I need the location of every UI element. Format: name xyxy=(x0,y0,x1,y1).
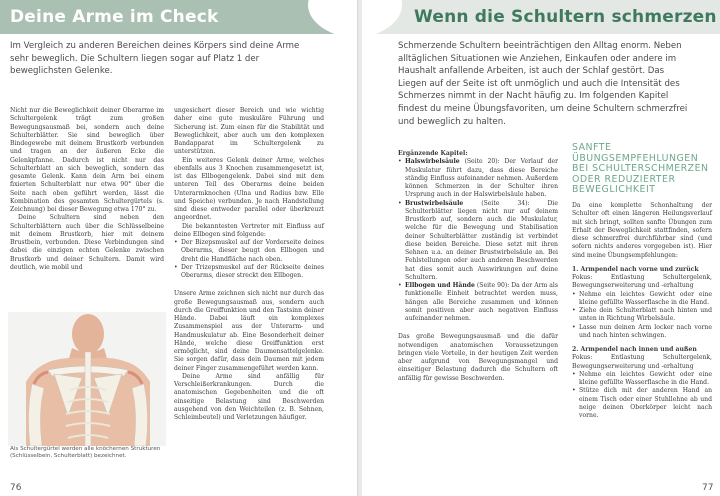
chapter-label: Halswirbelsäule xyxy=(405,158,460,166)
left-page xyxy=(0,0,358,496)
list-item: • Lasse nun deinen Arm locker nach vorne und nach hinten schwingen. xyxy=(572,324,712,341)
header-curve-decoration xyxy=(362,0,402,40)
list-item: • Der Bizepsmuskel auf der Vorderseite deines Oberarms, dieser beugt den Ellbogen und dreht die Handfläche nach oben. xyxy=(174,239,324,264)
paragraph: Da eine komplette Schonhaltung der Schulter oft einen längeren Heilungsverlauf mit sich bringt, sollten sanfte Übungen zum Erhalt der Beweglichkeit stattfinden, sofern diese schmerzfrei durchführbar sind (und sofern nichts anderes vorgegeben ist). Hier sind meine Übungsempfehlungen: xyxy=(572,202,712,259)
exercise-title: 1. Armpendel nach vorne und zurück xyxy=(572,265,699,273)
paragraph: Deine Schultern sind neben den Schulterblättern auch über die Schlüsselbeine mit deinem Brustkorb, hier mit deinem Brustbein, verbunden. Diese Verbindungen sind dabei die einzigen echten Gelenke zwischen Brustkorb und deiner Schultern. Damit wird deutlich, wie mobil und xyxy=(10,214,164,271)
paragraph: Nicht nur die Beweglichkeit deiner Oberarme im Schultergelenk trägt zum großen Bewegungsausmaß bei, sondern auch deine Schulterblätter. Sie sind beweglich über Bindegewebe mit deinem Brustkorb verbunden und tragen an der äußeren Ecke die Gelenkpfanne. Dadurch ist nicht nur das Schulterblatt an sich beweglich, sondern das gesamte Gelenk. Kann dein Arm bei einem fixierten Schulterblatt nur etwa 90° über die Seite nach oben geführt werden, lässt die Kombination des gesamten Schultergürtels (s. Zeichnung) bei dieser Bewegung etwa 170° zu. xyxy=(10,107,164,213)
related-chapters-list xyxy=(398,158,558,323)
paragraph: Die bekanntesten Vertreter mit Einfluss auf deine Ellbogen sind folgende: xyxy=(174,222,324,238)
paragraph: Deine Arme sind anfällig für Verschleißerkrankungen. Durch die anatomischen Gegebenheiten und die oft einseitige Belastung sind Beschwerden ausgehend von den Weichteilen (z. B. Sehnen, Schleimbeutel) und Verletzungen häufiger. xyxy=(174,372,324,421)
related-chapters-title: Ergänzende Kapitel: xyxy=(398,150,468,157)
list-item xyxy=(398,282,558,323)
list-item: • Nehme ein leichtes Gewicht oder eine kleine gefüllte Wasserflasche in die Hand. xyxy=(572,291,712,308)
right-column-2 xyxy=(572,202,712,420)
exercise-focus: Fokus: Entlastung Schultergelenk, Bewegungserweiterung und -erhaltung xyxy=(572,354,712,370)
right-column-1 xyxy=(398,150,558,383)
paragraph: ungesichert dieser Bereich und wie wichtig daher eine gute muskuläre Führung und Sicherung ist. Zum einen für die Stabilität und Beweglichkeit, aber auch um den komplexen Bandapparat im Schultergelenk zu unterstützen. xyxy=(174,107,324,156)
skeleton-figure-icon xyxy=(8,312,166,446)
exercise-section-heading: SANFTE ÜBUNGSEMPFEHLUNGEN BEI SCHULTERSCHMERZEN ODER REDUZIERTER BEWEGLICHKEIT xyxy=(572,142,709,196)
page-number-right: 77 xyxy=(702,483,714,493)
left-page-title: Deine Arme im Check xyxy=(10,7,219,27)
chapter-text: (Seite 20): Der Verlauf der Muskulatur führt dazu, dass diese Bereiche ständig Einfluss aufeinander nehmen. Außerdem können Schmerzen in der Schulter ihren Ursprung auch in der Halswirbelsäule haben. xyxy=(405,158,558,199)
right-page-title: Wenn die Schultern schmerzen xyxy=(414,7,717,27)
exercise-focus: Fokus: Entlastung Schultergelenk, Bewegungserweiterung und -erhaltung xyxy=(572,274,712,290)
header-curve-decoration xyxy=(308,0,358,40)
exercise-steps xyxy=(572,291,712,341)
list-item: • Stütze dich mit der anderen Hand an einem Tisch oder einer Stuhllehne ab und neige deinen Oberkörper leicht nach vorne. xyxy=(572,387,712,420)
right-lead-text: Schmerzende Schultern beeinträchtigen den Alltag enorm. Neben alltäglichen Situationen wie Anziehen, Einkaufen oder andere im Haushalt anfallende Arbeiten, ist auch der Schlaf gestört. Das Liegen auf der Seite ist oft unmöglich und auch die Intensität des Schmerzes nimmt in der Nacht häufig zu. Im folgenden Kapitel findest du meine Übungsfavoriten, um deine Schultern schmerzfrei und beweglich zu halten. xyxy=(398,41,688,127)
muscle-list xyxy=(174,239,324,280)
figure-caption: Als Schultergürtel werden alle knöchernen Strukturen (Schlüsselbein, Schulterblatt) bezeichnet. xyxy=(10,446,161,460)
shoulder-skeleton-illustration xyxy=(8,312,166,446)
paragraph: Unsere Arme zeichnen sich nicht nur durch das große Bewegungsausmaß aus, sondern auch durch die Greiffunktion und den Tastsinn deiner Hände. Dabei läuft ein komplexes Zusammenspiel aus der Unterarm- und Handmuskulatur ab. Eine Besonderheit deiner Hände, welche diese Greiffunktion erst ermöglicht, sind deine Daumensattelgelenke. Sie sorgen dafür, dass dein Daumen mit jedem deiner Finger zusammengeführt werden kann. xyxy=(174,290,324,372)
list-item xyxy=(398,158,558,199)
paragraph: Das große Bewegungsausmaß und die dafür notwendigen anatomischen Voraussetzungen bringen viele Vorteile, in der heutigen Zeit werden aber aufgrund von Bewegungsmangel und einseitiger Belastung dadurch die Schultern oft anfällig für gewisse Beschwerden. xyxy=(398,333,558,382)
page-number-left: 76 xyxy=(10,483,22,493)
exercise-steps xyxy=(572,371,712,421)
exercise-title: 2. Armpendel nach innen und außen xyxy=(572,346,697,353)
list-item xyxy=(398,200,558,283)
paragraph: Ein weiteres Gelenk deiner Arme, welches ebenfalls aus 3 Knochen zusammengesetzt ist, ist das Ellbogengelenk. Dabei sind mit dem unteren Teil des Oberarms deine beiden Unterarmknochen (Ulna und Radius bzw. Elle und Speiche) verbunden. Je nach Handstellung sind diese entweder parallel oder überkreuzt angeordnet. xyxy=(174,156,324,222)
right-page xyxy=(362,0,720,496)
left-column-2 xyxy=(174,107,324,422)
list-item: • Ziehe dein Schulterblatt nach hinten und unten in Richtung Wirbelsäule. xyxy=(572,307,712,324)
left-column-1 xyxy=(10,107,164,272)
chapter-text: (Seite 34): Die Schulterblätter liegen nicht nur auf deinem Brustkorb auf, sondern auch die Muskulatur, welche für die Bewegung und Stabilisation deiner Schulterblätter zuständig ist verbindet diese beiden Bereiche. Diese setzt mit ihren Sehnen u.a. an deiner Brustwirbelsäule an. Bei Fehlstellungen oder auch anderen Beschwerden hat dies somit auch Auswirkungen auf deine Schultern. xyxy=(405,199,558,281)
left-lead-text: Im Vergleich zu anderen Bereichen deines Körpers sind deine Arme sehr beweglich. Die Schultern liegen sogar auf Platz 1 der beweglichsten Gelenke. xyxy=(10,41,300,77)
chapter-label: Brustwirbelsäule xyxy=(405,199,464,207)
chapter-label: Ellbogen und Hände xyxy=(405,282,475,289)
chapter-text: (Seite 90): Da der Arm als funktionelle Einheit betrachtet werden muss, hängen alle Bereiche zusammen und können somit positiven aber auch negativen Einfluss aufeinander nehmen. xyxy=(405,282,558,322)
list-item: • Der Trizepsmuskel auf der Rückseite deines Oberarms, dieser streckt den Ellbogen. xyxy=(174,264,324,281)
list-item: • Nehme ein leichtes Gewicht oder eine kleine gefüllte Wasserflasche in die Hand. xyxy=(572,371,712,388)
